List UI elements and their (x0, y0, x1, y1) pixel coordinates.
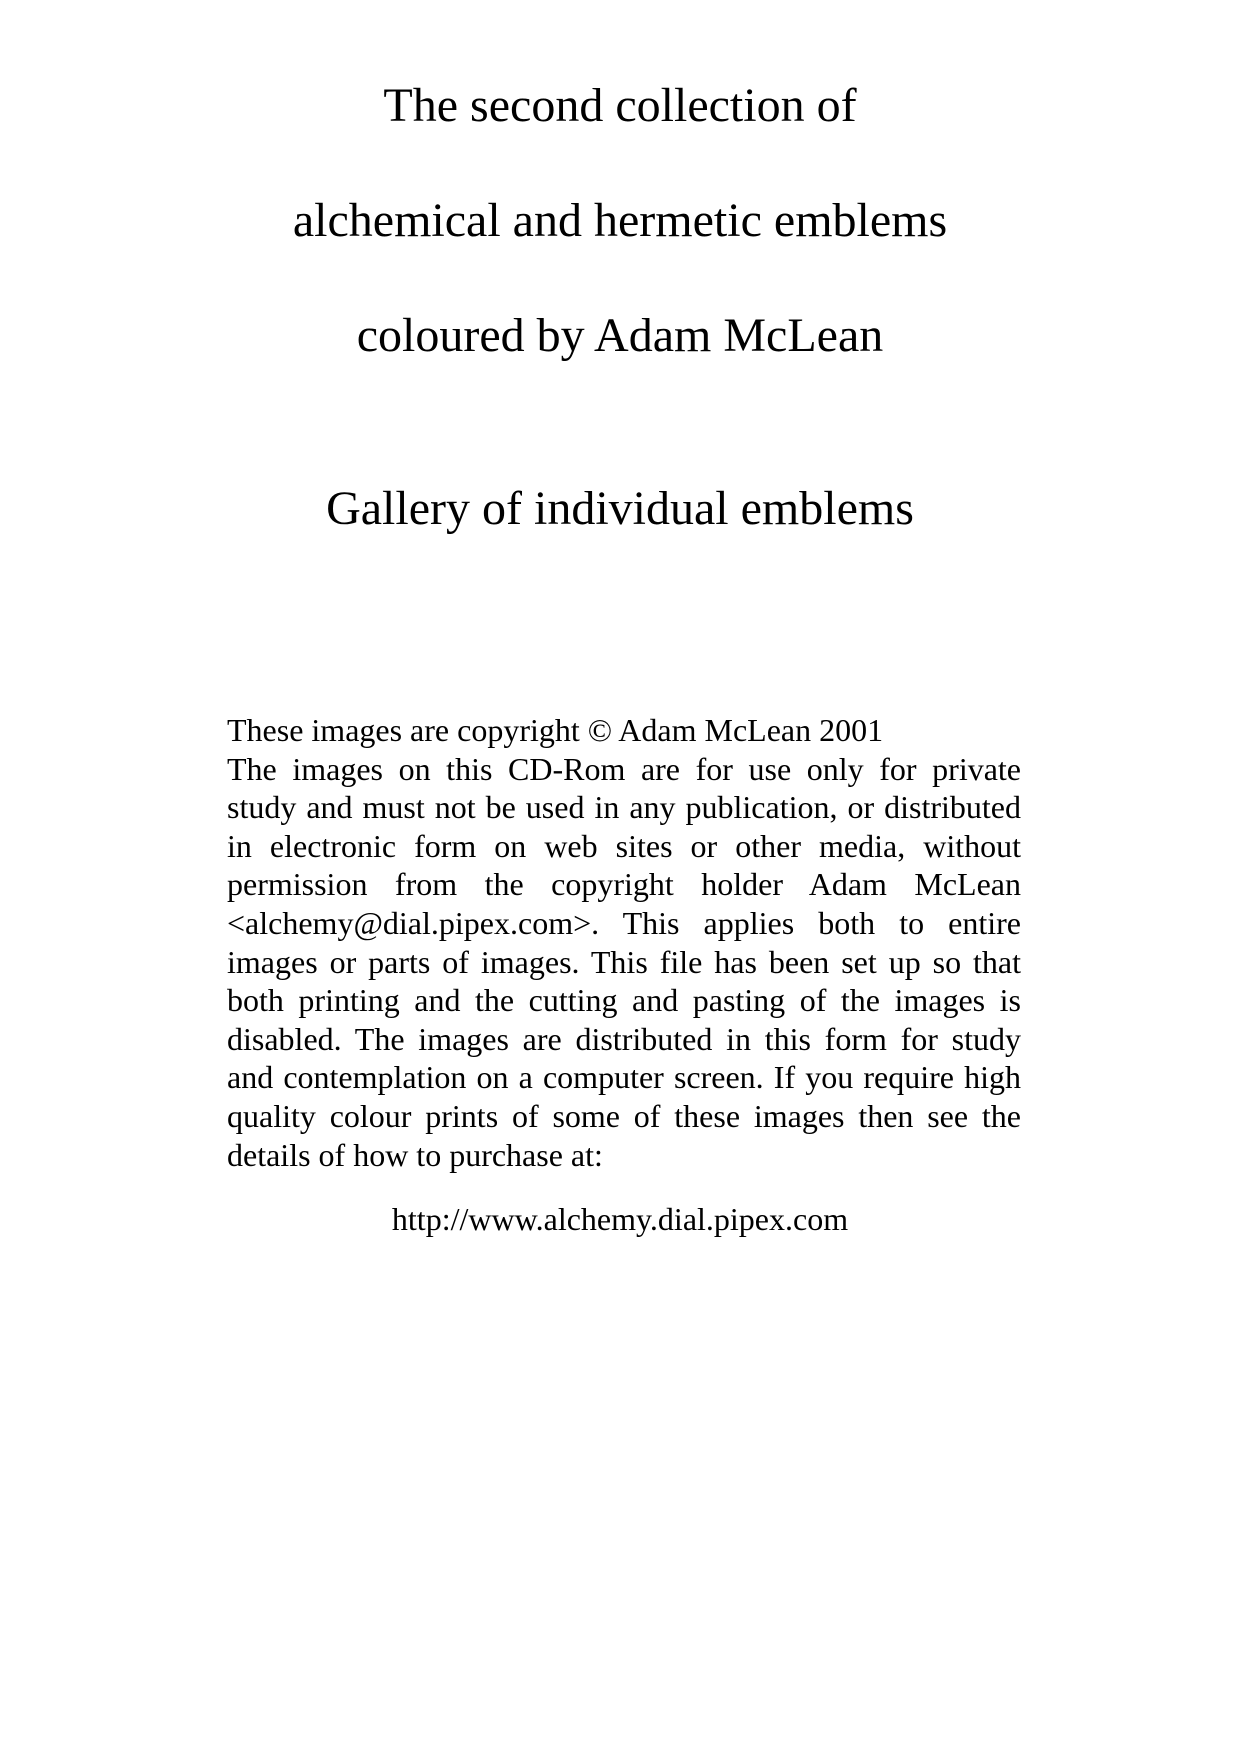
website-url[interactable]: http://www.alchemy.dial.pipex.com (391, 1201, 849, 1237)
copyright-line: These images are copyright © Adam McLean 2001 (227, 712, 884, 748)
copyright-body: The images on this CD-Rom are for use only for private study and must not be used in any publication, or distributed in electronic form on web sites or other media, without permission from the copyright holder Adam McLean <alchemy@dial.pipex.com>. This applies both to entire images or parts of images. This file has been set up so that both printing and the cutting and pasting of the images is disabled. The images are distributed in this form for study and contemplation on a computer screen. If you require high quality colour prints of some of these images then see the details of how to purchase at: (227, 750, 1021, 1173)
gallery-subtitle: Gallery of individual emblems (326, 482, 914, 535)
copyright-notice (227, 711, 1021, 1174)
title-line-3: coloured by Adam McLean (356, 309, 884, 362)
title-line-2: alchemical and hermetic emblems (292, 194, 948, 247)
title-line-1: The second collection of (383, 79, 857, 132)
